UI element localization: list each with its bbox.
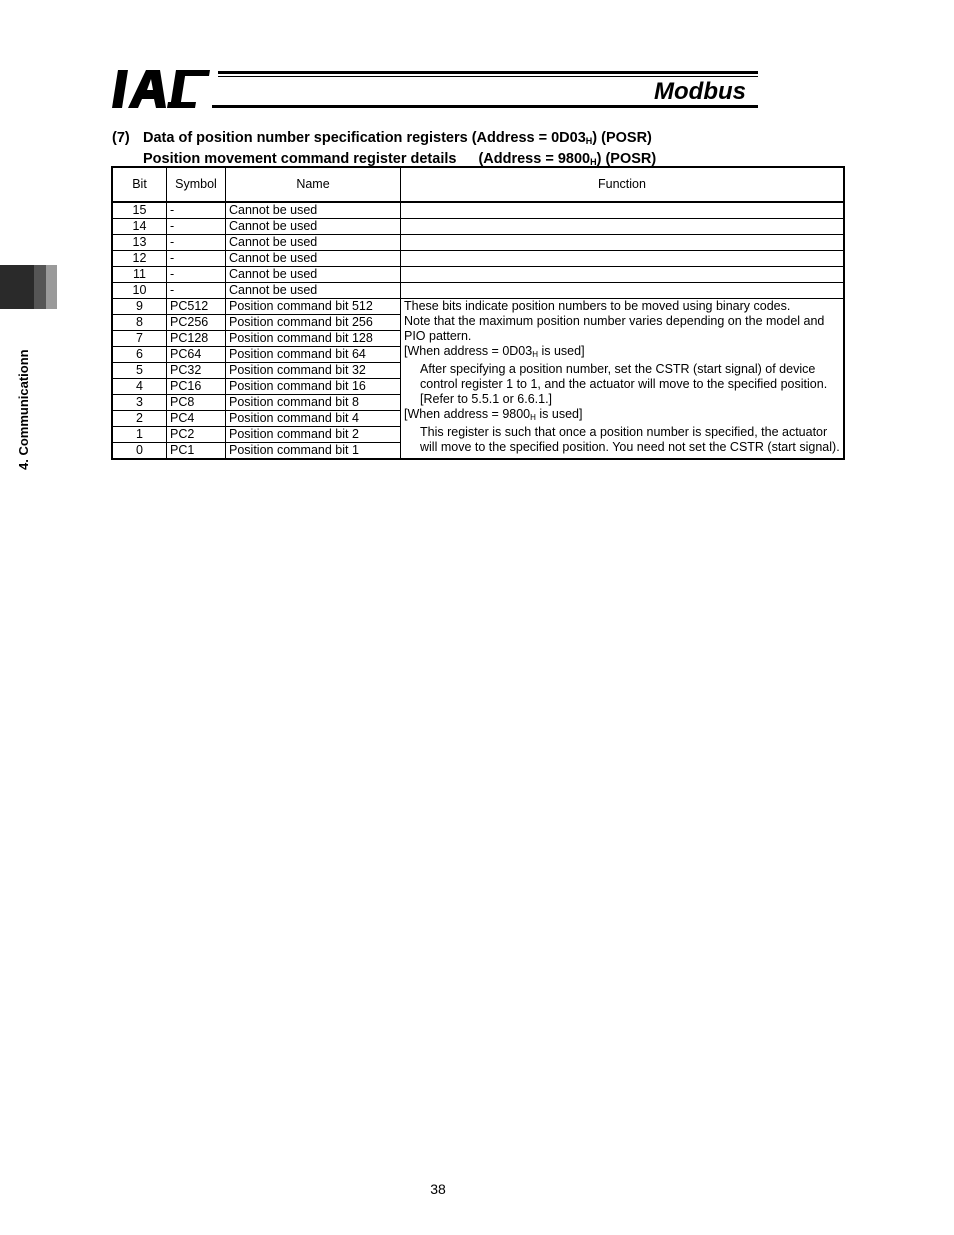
- cell-name: Cannot be used: [226, 251, 401, 267]
- cell-symbol: PC8: [167, 395, 226, 411]
- cell-symbol: PC64: [167, 347, 226, 363]
- section-number: (7): [112, 130, 130, 146]
- cell-function-empty: [401, 219, 845, 235]
- cell-name: Position command bit 128: [226, 331, 401, 347]
- cell-name: Cannot be used: [226, 219, 401, 235]
- function-text: [When address = $0D03_H$ is used]: [404, 344, 585, 359]
- cell-symbol: -: [167, 235, 226, 251]
- cell-bit: 9: [112, 299, 167, 315]
- function-text: These bits indicate position numbers to be moved using binary codes.: [404, 299, 791, 313]
- cell-symbol: PC1: [167, 443, 226, 460]
- cell-symbol: PC32: [167, 363, 226, 379]
- table-row: [112, 283, 844, 299]
- cell-name: Position command bit 1: [226, 443, 401, 460]
- cell-bit: 1: [112, 427, 167, 443]
- table-row: [112, 219, 844, 235]
- cell-symbol: -: [167, 283, 226, 299]
- cell-name: Position command bit 64: [226, 347, 401, 363]
- cell-bit: 5: [112, 363, 167, 379]
- header-title: Modbus: [654, 78, 746, 105]
- col-header-function: Function: [401, 167, 845, 202]
- cell-symbol: PC16: [167, 379, 226, 395]
- chapter-tab-mid: [34, 265, 46, 309]
- table-row: [112, 299, 844, 315]
- col-header-bit: Bit: [112, 167, 167, 202]
- cell-bit: 2: [112, 411, 167, 427]
- cell-bit: 0: [112, 443, 167, 460]
- section-heading: [112, 129, 656, 171]
- cell-function-empty: [401, 267, 845, 283]
- cell-symbol: PC4: [167, 411, 226, 427]
- page-number: 38: [430, 1181, 446, 1197]
- cell-name: Cannot be used: [226, 267, 401, 283]
- cell-name: Position command bit 256: [226, 315, 401, 331]
- cell-bit: 7: [112, 331, 167, 347]
- col-header-name: Name: [226, 167, 401, 202]
- iai-logo: [112, 70, 210, 108]
- header-rule-top: [218, 71, 758, 74]
- heading-text: ) (POSR): [596, 151, 657, 167]
- cell-name: Cannot be used: [226, 202, 401, 219]
- chapter-label: 4. Communicationn: [16, 349, 31, 470]
- cell-bit: 13: [112, 235, 167, 251]
- cell-name: Position command bit 4: [226, 411, 401, 427]
- function-text: [When address = $9800_H$ is used]: [404, 407, 583, 422]
- cell-symbol: -: [167, 202, 226, 219]
- heading-text: Position movement command register details: [143, 151, 457, 167]
- function-text: Note that the maximum position number varies depending on the model and PIO pattern.: [404, 314, 825, 343]
- cell-bit: 14: [112, 219, 167, 235]
- table-row: [112, 267, 844, 283]
- cell-function-empty: [401, 202, 845, 219]
- register-table: [111, 166, 845, 460]
- cell-symbol: PC512: [167, 299, 226, 315]
- cell-name: Cannot be used: [226, 235, 401, 251]
- cell-bit: 12: [112, 251, 167, 267]
- cell-symbol: -: [167, 267, 226, 283]
- function-text: This register is such that once a position number is specified, the actuator will move to the specified position. You need not set the CSTR (start signal).: [420, 425, 840, 454]
- table-row: [112, 251, 844, 267]
- section-heading-line1: [112, 129, 656, 150]
- cell-bit: 4: [112, 379, 167, 395]
- table-row: [112, 235, 844, 251]
- cell-name: Position command bit 2: [226, 427, 401, 443]
- chapter-tab-dark: [0, 265, 34, 309]
- heading-text: Data of position number specification registers (Address = 0D03: [143, 130, 586, 146]
- header-rule-top-thin: [218, 76, 758, 77]
- cell-function-empty: [401, 235, 845, 251]
- function-text: After specifying a position number, set the CSTR (start signal) of device control register 1 to 1, and the actuator will move to the specified position. [Refer to 5.5.1 or 6.6.1.]: [420, 362, 828, 406]
- table-row: [112, 202, 844, 219]
- cell-name: Position command bit 8: [226, 395, 401, 411]
- table-header-row: [112, 167, 844, 202]
- heading-text: (Address = 9800: [478, 151, 591, 167]
- cell-symbol: PC2: [167, 427, 226, 443]
- cell-bit: 11: [112, 267, 167, 283]
- cell-name: Position command bit 512: [226, 299, 401, 315]
- chapter-tab-light: [46, 265, 57, 309]
- cell-bit: 8: [112, 315, 167, 331]
- cell-bit: 6: [112, 347, 167, 363]
- cell-function-empty: [401, 283, 845, 299]
- cell-function-description: [401, 299, 845, 460]
- heading-subscript: H: [590, 157, 597, 167]
- cell-function-empty: [401, 251, 845, 267]
- cell-symbol: -: [167, 219, 226, 235]
- col-header-symbol: Symbol: [167, 167, 226, 202]
- cell-bit: 3: [112, 395, 167, 411]
- cell-name: Position command bit 32: [226, 363, 401, 379]
- cell-name: Cannot be used: [226, 283, 401, 299]
- heading-text: ) (POSR): [592, 130, 652, 146]
- cell-symbol: PC256: [167, 315, 226, 331]
- cell-symbol: PC128: [167, 331, 226, 347]
- cell-bit: 15: [112, 202, 167, 219]
- cell-bit: 10: [112, 283, 167, 299]
- cell-name: Position command bit 16: [226, 379, 401, 395]
- heading-subscript: H: [585, 136, 593, 146]
- cell-symbol: -: [167, 251, 226, 267]
